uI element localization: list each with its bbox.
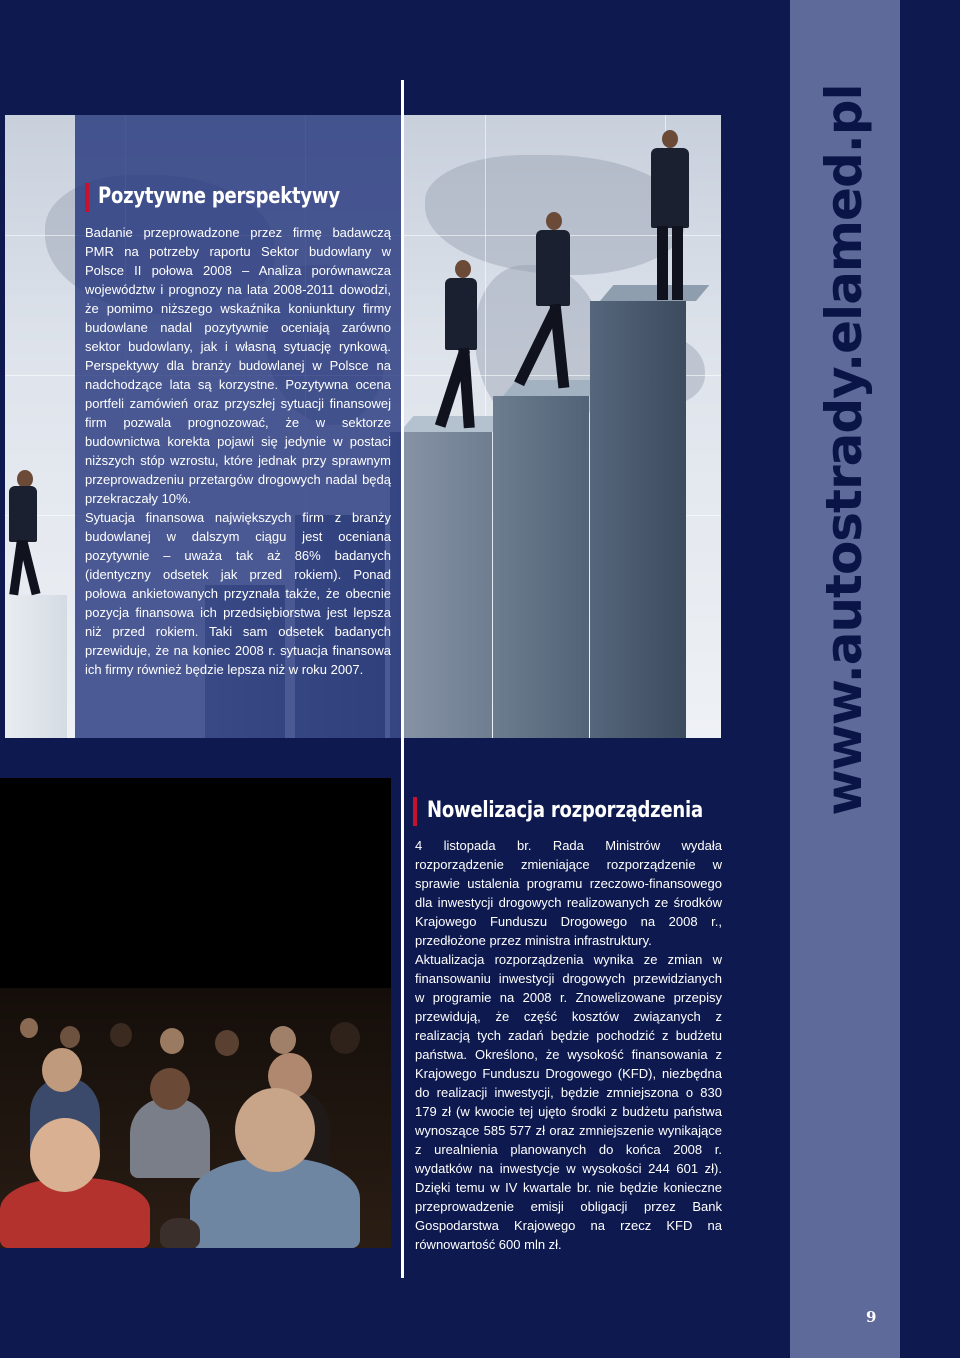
businessman-figure xyxy=(5,470,55,600)
page-number: 9 xyxy=(866,1308,877,1326)
title-accent-bar xyxy=(413,797,417,826)
article-paragraph: 4 listopada br. Rada Ministrów wydała rozporządzenie zmieniające rozporządzenie w sprawie ustalenia programu rzeczowo-finansowego dla inwestycji drogowych realizowanych ze środków Krajowego Funduszu Drogowego na 2008 r., przedłożone przez ministra infrastruktury. xyxy=(415,838,722,948)
conference-audience-photo xyxy=(0,778,391,1248)
article-paragraph: Aktualizacja rozporządzenia wynika ze zmian w finansowaniu inwestycji drogowych przewidzianych w programie na 2008 r. Znowelizowane przepisy przewidują, że część kosztów związanych z realizacją tych zadań będzie pochodzić z budżetu państwa. Określono, że wysokość finansowania z Krajowego Funduszu Drogowego (KFD), niezbędna do realizacji inwestycji, będzie zmniejszona o 830 179 zł (w kwocie tej ujęto środki z budżetu państwa wynoszące 585 577 zł oraz zmniejszenie wynikające z urealnienia planowanych do końca 2008 r. wydatków na inwestycje w wysokości 244 601 zł). Dzięki temu w IV kwartale br. nie będzie konieczne przeprowadzenie emisji obligacji przez Bank Gospodarstwa Krajowego na rzecz KFD na równowartość 600 mln zł. xyxy=(415,952,722,1252)
vertical-url-text: www.autostrady.elamed.pl xyxy=(815,84,873,816)
pillar-5 xyxy=(493,396,589,738)
article-paragraph: Sytuacja finansowa największych firm z branży budowlanej w dalszym ciągu jest oceniana pozytywnie – uważa tak aż 86% badanych (identyczny odsetek jak przed rokiem). Ponad połowa ankietowanych przyznała także, że obecnie pozycja finansowa ich przedsiębiorstwa jest lepsza niż przed rokiem. Taki sam odsetek badanych przewiduje, że na koniec 2008 r. sytuacja finansowa ich firmy również będzie lepsza niż w roku 2007. xyxy=(85,510,391,677)
businessman-figure xyxy=(425,260,485,435)
article-paragraph: Badanie przeprowadzone przez firmę badawczą PMR na potrzeby raportu Sektor budowlany w Polsce II połowa 2008 – Analiza porównawcza województw i prognozy na lata 2008-2011 dowodzi, że pomimo niższego wskaźnika koniunktury firmy budowlane nadal pozytywnie oceniają zarówno sektor budowlany, jak i własną sytuację rynkową. Perspektywy dla branży budowlanej w Polsce na nadchodzące lata są korzystne. Pozytywna ocena portfeli zamówień oraz przyszłej sytuacji finansowej firm pozwala prognozować, że w sektorze budownictwa korekta pojawi się jedynie w postaci niższych stóp wzrostu, które jednak przy sprawnym przeprowadzeniu przetargów drogowych nadal będą przekraczały 10%. xyxy=(85,225,391,506)
article-body-regulation xyxy=(415,836,722,1254)
businessman-figure xyxy=(510,212,580,397)
article-title-regulation: Nowelizacja rozporządzenia xyxy=(427,798,703,823)
title-accent-bar xyxy=(85,183,89,212)
pillar-1 xyxy=(5,595,67,738)
article-body-positive xyxy=(85,223,391,679)
businessman-figure xyxy=(645,130,695,305)
pillar-4 xyxy=(390,432,492,738)
article-title-positive: Pozytywne perspektywy xyxy=(98,184,340,209)
pillar-6 xyxy=(590,301,686,738)
column-divider xyxy=(401,80,404,1278)
